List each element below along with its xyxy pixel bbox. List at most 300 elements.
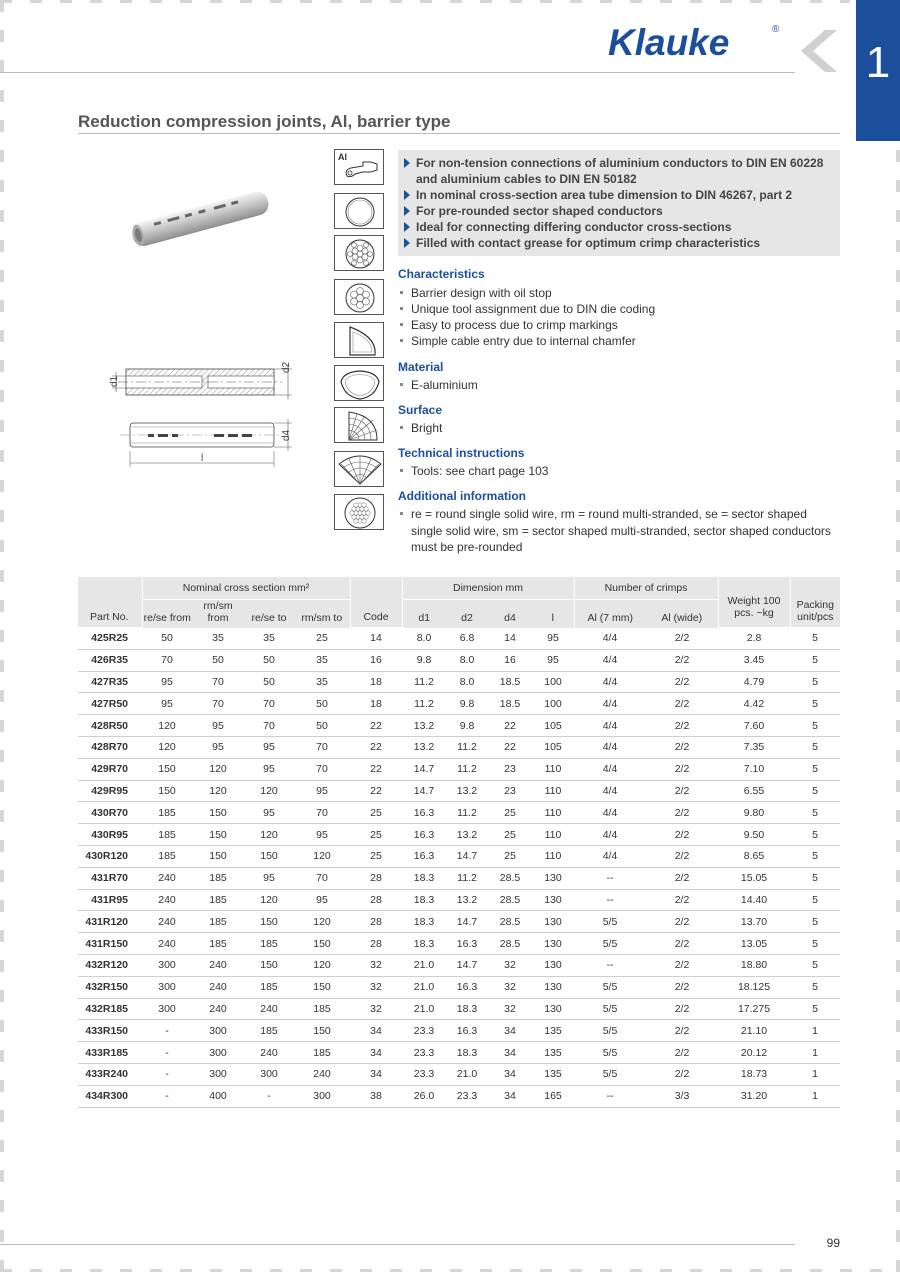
- table-cell: 120: [244, 889, 294, 911]
- table-cell: --: [574, 889, 646, 911]
- table-cell: 18.80: [718, 954, 790, 976]
- table-cell: 14.40: [718, 889, 790, 911]
- table-cell: 23: [488, 758, 532, 780]
- table-cell: 22: [350, 758, 402, 780]
- round-solid-conductor-icon: [334, 193, 384, 229]
- table-cell: 120: [294, 845, 350, 867]
- part-number-cell: 432R150: [78, 976, 142, 998]
- table-cell: 13.2: [446, 780, 488, 802]
- table-cell: 400: [192, 1085, 244, 1107]
- table-cell: 2/2: [646, 889, 718, 911]
- table-cell: 7.60: [718, 715, 790, 737]
- table-cell: 28: [350, 889, 402, 911]
- cable-lug-icon: [334, 149, 384, 185]
- table-cell: 5: [790, 671, 840, 693]
- table-cell: 16.3: [402, 802, 446, 824]
- table-cell: 185: [192, 867, 244, 889]
- table-cell: 7.10: [718, 758, 790, 780]
- table-cell: 13.2: [402, 715, 446, 737]
- table-cell: 110: [532, 758, 574, 780]
- table-cell: 18.3: [446, 1042, 488, 1064]
- table-cell: 5/5: [574, 1042, 646, 1064]
- table-row: [78, 889, 840, 911]
- table-cell: 70: [244, 715, 294, 737]
- round-multi-stranded-icon: [334, 235, 384, 271]
- table-cell: 2/2: [646, 1063, 718, 1085]
- table-cell: 35: [294, 649, 350, 671]
- table-row: [78, 715, 840, 737]
- table-cell: 95: [294, 889, 350, 911]
- table-cell: --: [574, 867, 646, 889]
- table-row: [78, 1085, 840, 1107]
- part-number-cell: 431R70: [78, 867, 142, 889]
- table-cell: 5: [790, 758, 840, 780]
- table-cell: 18.3: [402, 889, 446, 911]
- table-cell: 185: [142, 802, 192, 824]
- col-code: Code: [350, 577, 402, 628]
- table-cell: 4/4: [574, 671, 646, 693]
- table-cell: 34: [350, 1020, 402, 1042]
- table-cell: 95: [244, 758, 294, 780]
- table-cell: 120: [142, 736, 192, 758]
- table-cell: 23.3: [446, 1085, 488, 1107]
- table-cell: 16.3: [402, 845, 446, 867]
- table-cell: 25: [350, 845, 402, 867]
- table-cell: 2/2: [646, 933, 718, 955]
- table-cell: 18: [350, 693, 402, 715]
- table-cell: 50: [192, 649, 244, 671]
- table-cell: 4/4: [574, 824, 646, 846]
- table-cell: 2/2: [646, 693, 718, 715]
- table-cell: 2.8: [718, 628, 790, 650]
- part-number-cell: 428R50: [78, 715, 142, 737]
- table-cell: 18.3: [402, 867, 446, 889]
- technical-heading: Technical instructions: [398, 446, 525, 460]
- table-cell: 2/2: [646, 1020, 718, 1042]
- part-number-cell: 434R300: [78, 1085, 142, 1107]
- table-cell: 23.3: [402, 1042, 446, 1064]
- table-row: [78, 628, 840, 650]
- registered-mark: ®: [772, 24, 780, 35]
- table-cell: 4/4: [574, 758, 646, 780]
- table-body: [78, 628, 840, 1108]
- table-cell: 135: [532, 1063, 574, 1085]
- feature-item: Ideal for connecting differing conductor cross-sections: [404, 219, 834, 235]
- table-cell: 4.79: [718, 671, 790, 693]
- table-cell: 21.10: [718, 1020, 790, 1042]
- table-cell: 120: [142, 715, 192, 737]
- table-cell: 16: [350, 649, 402, 671]
- table-cell: 2/2: [646, 1042, 718, 1064]
- table-cell: 18.5: [488, 671, 532, 693]
- part-number-cell: 433R185: [78, 1042, 142, 1064]
- feature-item: Filled with contact grease for optimum crimp characteristics: [404, 235, 834, 251]
- feature-item: For pre-rounded sector shaped conductors: [404, 203, 834, 219]
- section-tab: [856, 0, 900, 141]
- table-cell: 130: [532, 954, 574, 976]
- table-cell: 240: [192, 976, 244, 998]
- table-cell: 5: [790, 911, 840, 933]
- col-al-wide: Al (wide): [646, 599, 718, 628]
- table-cell: 120: [244, 780, 294, 802]
- table-cell: 95: [244, 867, 294, 889]
- table-cell: 5: [790, 649, 840, 671]
- group-nominal-cross-section: Nominal cross section mm²: [142, 577, 350, 599]
- chevron-left-icon: [795, 28, 841, 74]
- table-cell: 2/2: [646, 671, 718, 693]
- table-cell: 100: [532, 693, 574, 715]
- table-cell: 130: [532, 976, 574, 998]
- table-cell: -: [142, 1042, 192, 1064]
- table-cell: 28: [350, 867, 402, 889]
- table-cell: 5: [790, 736, 840, 758]
- table-cell: 185: [244, 933, 294, 955]
- header-divider: [0, 72, 795, 73]
- table-cell: 14.7: [402, 758, 446, 780]
- table-cell: 17.275: [718, 998, 790, 1020]
- table-cell: 34: [488, 1063, 532, 1085]
- table-cell: 5: [790, 693, 840, 715]
- part-number-cell: 430R120: [78, 845, 142, 867]
- table-cell: 18.73: [718, 1063, 790, 1085]
- table-cell: 130: [532, 911, 574, 933]
- table-cell: 105: [532, 736, 574, 758]
- table-cell: 185: [142, 824, 192, 846]
- table-cell: 18.3: [446, 998, 488, 1020]
- sector-stranded-compacted-icon: [334, 451, 384, 487]
- table-cell: 240: [244, 998, 294, 1020]
- table-cell: 16.3: [446, 1020, 488, 1042]
- table-cell: 28: [350, 911, 402, 933]
- table-cell: 4/4: [574, 628, 646, 650]
- table-cell: 21.0: [446, 1063, 488, 1085]
- table-row: [78, 780, 840, 802]
- table-cell: 5: [790, 845, 840, 867]
- table-cell: 105: [532, 715, 574, 737]
- table-cell: 5/5: [574, 976, 646, 998]
- table-cell: 2/2: [646, 976, 718, 998]
- table-cell: 11.2: [446, 758, 488, 780]
- table-row: [78, 933, 840, 955]
- list-item: Barrier design with oil stop: [398, 285, 838, 302]
- table-cell: 22: [488, 736, 532, 758]
- table-cell: 240: [192, 954, 244, 976]
- table-cell: 5: [790, 867, 840, 889]
- table-cell: 240: [142, 911, 192, 933]
- table-cell: 14.7: [402, 780, 446, 802]
- table-row: [78, 976, 840, 998]
- part-number-cell: 430R95: [78, 824, 142, 846]
- list-item: Simple cable entry due to internal chamfer: [398, 333, 838, 350]
- table-cell: 32: [488, 976, 532, 998]
- table-cell: 15.05: [718, 867, 790, 889]
- table-cell: 23.3: [402, 1063, 446, 1085]
- table-cell: 185: [142, 845, 192, 867]
- table-cell: 2/2: [646, 998, 718, 1020]
- table-cell: 120: [294, 954, 350, 976]
- table-row: [78, 1042, 840, 1064]
- table-cell: 32: [488, 954, 532, 976]
- table-cell: -: [142, 1063, 192, 1085]
- table-cell: 21.0: [402, 976, 446, 998]
- table-cell: --: [574, 954, 646, 976]
- page-title: Reduction compression joints, Al, barrier type: [78, 112, 451, 131]
- table-cell: 5/5: [574, 911, 646, 933]
- part-number-cell: 431R150: [78, 933, 142, 955]
- table-cell: 2/2: [646, 715, 718, 737]
- table-cell: 5: [790, 780, 840, 802]
- table-cell: 110: [532, 824, 574, 846]
- table-cell: 1: [790, 1042, 840, 1064]
- table-cell: 32: [350, 998, 402, 1020]
- table-cell: 5/5: [574, 933, 646, 955]
- table-cell: 240: [294, 1063, 350, 1085]
- col-re-se-from: re/se from: [142, 599, 192, 628]
- table-cell: 14.7: [446, 845, 488, 867]
- table-cell: 2/2: [646, 802, 718, 824]
- table-cell: 11.2: [402, 671, 446, 693]
- table-cell: 70: [294, 736, 350, 758]
- table-cell: 16.3: [446, 933, 488, 955]
- table-cell: 7.35: [718, 736, 790, 758]
- table-cell: 25: [350, 824, 402, 846]
- table-row: [78, 845, 840, 867]
- table-cell: 5: [790, 976, 840, 998]
- table-cell: 11.2: [402, 693, 446, 715]
- dim-d2-label: d2: [281, 361, 292, 373]
- table-cell: 8.0: [402, 628, 446, 650]
- part-number-cell: 428R70: [78, 736, 142, 758]
- triangle-bullet-icon: [404, 222, 410, 232]
- table-cell: 5: [790, 889, 840, 911]
- table-cell: 32: [488, 998, 532, 1020]
- table-cell: 25: [350, 802, 402, 824]
- table-cell: 28.5: [488, 933, 532, 955]
- table-cell: 2/2: [646, 911, 718, 933]
- table-cell: 150: [294, 933, 350, 955]
- table-cell: 150: [192, 845, 244, 867]
- table-cell: --: [574, 1085, 646, 1107]
- table-cell: 3/3: [646, 1085, 718, 1107]
- table-cell: 95: [294, 780, 350, 802]
- table-row: [78, 911, 840, 933]
- table-cell: 8.65: [718, 845, 790, 867]
- table-cell: 13.2: [446, 889, 488, 911]
- list-item: Tools: see chart page 103: [398, 463, 838, 480]
- table-cell: 95: [532, 649, 574, 671]
- table-cell: 50: [244, 649, 294, 671]
- table-cell: 5/5: [574, 998, 646, 1020]
- technical-drawing: [98, 355, 308, 475]
- table-cell: 95: [142, 693, 192, 715]
- table-cell: 240: [142, 867, 192, 889]
- table-cell: 95: [244, 736, 294, 758]
- table-cell: 150: [244, 911, 294, 933]
- table-cell: -: [142, 1020, 192, 1042]
- table-cell: 34: [488, 1042, 532, 1064]
- table-cell: 2/2: [646, 954, 718, 976]
- col-d2: d2: [446, 599, 488, 628]
- table-cell: 240: [192, 998, 244, 1020]
- col-d1: d1: [402, 599, 446, 628]
- table-cell: 32: [350, 954, 402, 976]
- table-cell: 70: [192, 671, 244, 693]
- table-cell: 4/4: [574, 693, 646, 715]
- table-cell: 300: [192, 1020, 244, 1042]
- feature-item: In nominal cross-section area tube dimension to DIN 46267, part 2: [404, 187, 834, 203]
- table-cell: 2/2: [646, 736, 718, 758]
- table-row: [78, 1020, 840, 1042]
- characteristics-heading: Characteristics: [398, 267, 485, 281]
- table-cell: 28.5: [488, 889, 532, 911]
- table-cell: 300: [192, 1063, 244, 1085]
- table-cell: 150: [244, 954, 294, 976]
- part-number-cell: 429R70: [78, 758, 142, 780]
- triangle-bullet-icon: [404, 206, 410, 216]
- table-cell: 150: [192, 802, 244, 824]
- table-cell: 2/2: [646, 780, 718, 802]
- table-cell: 50: [142, 628, 192, 650]
- table-cell: 25: [488, 824, 532, 846]
- table-cell: 35: [244, 628, 294, 650]
- col-l: l: [532, 599, 574, 628]
- table-row: [78, 758, 840, 780]
- table-cell: 185: [244, 976, 294, 998]
- table-cell: 8.0: [446, 649, 488, 671]
- table-cell: 70: [244, 693, 294, 715]
- table-cell: 25: [488, 802, 532, 824]
- table-cell: 120: [244, 824, 294, 846]
- table-cell: 150: [244, 845, 294, 867]
- table-cell: 50: [294, 715, 350, 737]
- table-cell: 25: [294, 628, 350, 650]
- product-table: [78, 577, 840, 1108]
- table-cell: 300: [142, 954, 192, 976]
- part-number-cell: 430R70: [78, 802, 142, 824]
- table-cell: 95: [192, 715, 244, 737]
- table-cell: 22: [488, 715, 532, 737]
- table-cell: 240: [142, 933, 192, 955]
- sector-multi-stranded-icon: [334, 407, 384, 443]
- table-cell: 5/5: [574, 1020, 646, 1042]
- table-row: [78, 867, 840, 889]
- table-cell: 5/5: [574, 1063, 646, 1085]
- table-cell: 2/2: [646, 824, 718, 846]
- table-cell: 6.55: [718, 780, 790, 802]
- table-cell: 95: [244, 802, 294, 824]
- feature-panel: [398, 150, 840, 256]
- table-cell: 34: [488, 1085, 532, 1107]
- list-item: Unique tool assignment due to DIN die coding: [398, 301, 838, 318]
- table-cell: 150: [192, 824, 244, 846]
- table-row: [78, 998, 840, 1020]
- table-row: [78, 802, 840, 824]
- part-number-cell: 431R120: [78, 911, 142, 933]
- table-cell: 13.2: [446, 824, 488, 846]
- col-packing: Packing unit/pcs: [790, 577, 840, 628]
- additional-heading: Additional information: [398, 489, 526, 503]
- table-cell: 95: [532, 628, 574, 650]
- table-cell: 23: [488, 780, 532, 802]
- table-cell: 14: [350, 628, 402, 650]
- table-cell: 35: [192, 628, 244, 650]
- table-cell: 1: [790, 1020, 840, 1042]
- col-weight: Weight 100 pcs. ~kg: [718, 577, 790, 628]
- table-row: [78, 1063, 840, 1085]
- table-cell: 14.7: [446, 911, 488, 933]
- table-cell: 13.2: [402, 736, 446, 758]
- col-rm-sm-from: rm/sm from: [192, 599, 244, 628]
- table-row: [78, 824, 840, 846]
- table-cell: 4/4: [574, 736, 646, 758]
- table-cell: 130: [532, 998, 574, 1020]
- table-cell: 9.8: [402, 649, 446, 671]
- table-cell: 5: [790, 802, 840, 824]
- col-al-7mm: Al (7 mm): [574, 599, 646, 628]
- table-cell: 35: [294, 671, 350, 693]
- table-cell: 95: [294, 824, 350, 846]
- table-cell: 95: [192, 736, 244, 758]
- part-number-cell: 432R120: [78, 954, 142, 976]
- table-cell: 11.2: [446, 736, 488, 758]
- col-rm-sm-to: rm/sm to: [294, 599, 350, 628]
- table-cell: 20.12: [718, 1042, 790, 1064]
- page-edge-right: [896, 150, 900, 1272]
- table-cell: 70: [294, 867, 350, 889]
- page-edge-top: [0, 0, 850, 3]
- table-cell: 11.2: [446, 802, 488, 824]
- table-cell: 9.50: [718, 824, 790, 846]
- table-cell: 2/2: [646, 867, 718, 889]
- al-label: Al: [338, 152, 347, 162]
- material-heading: Material: [398, 360, 444, 374]
- dim-l-label: l: [201, 453, 204, 464]
- table-cell: 135: [532, 1020, 574, 1042]
- table-cell: 22: [350, 715, 402, 737]
- table-cell: -: [244, 1085, 294, 1107]
- triangle-bullet-icon: [404, 190, 410, 200]
- surface-heading: Surface: [398, 403, 443, 417]
- table-cell: 130: [532, 867, 574, 889]
- table-cell: 21.0: [402, 998, 446, 1020]
- group-number-of-crimps: Number of crimps: [574, 577, 718, 599]
- table-cell: 110: [532, 802, 574, 824]
- round-compacted-stranded-icon: [334, 279, 384, 315]
- part-number-cell: 427R50: [78, 693, 142, 715]
- table-cell: 185: [192, 889, 244, 911]
- part-number-cell: 427R35: [78, 671, 142, 693]
- title-divider: [78, 133, 840, 134]
- footer-divider: [0, 1244, 795, 1245]
- table-cell: 240: [142, 889, 192, 911]
- table-cell: 50: [294, 693, 350, 715]
- section-number: 1: [865, 38, 891, 87]
- table-cell: 16.3: [402, 824, 446, 846]
- table-cell: 150: [294, 976, 350, 998]
- part-number-cell: 431R95: [78, 889, 142, 911]
- table-cell: 5: [790, 998, 840, 1020]
- table-cell: 300: [294, 1085, 350, 1107]
- table-cell: 70: [142, 649, 192, 671]
- table-cell: 5: [790, 628, 840, 650]
- table-cell: 14.7: [446, 954, 488, 976]
- table-cell: 23.3: [402, 1020, 446, 1042]
- table-cell: 1: [790, 1085, 840, 1107]
- table-cell: 120: [192, 758, 244, 780]
- product-photo: [124, 183, 274, 253]
- table-cell: 4/4: [574, 780, 646, 802]
- table-cell: 14: [488, 628, 532, 650]
